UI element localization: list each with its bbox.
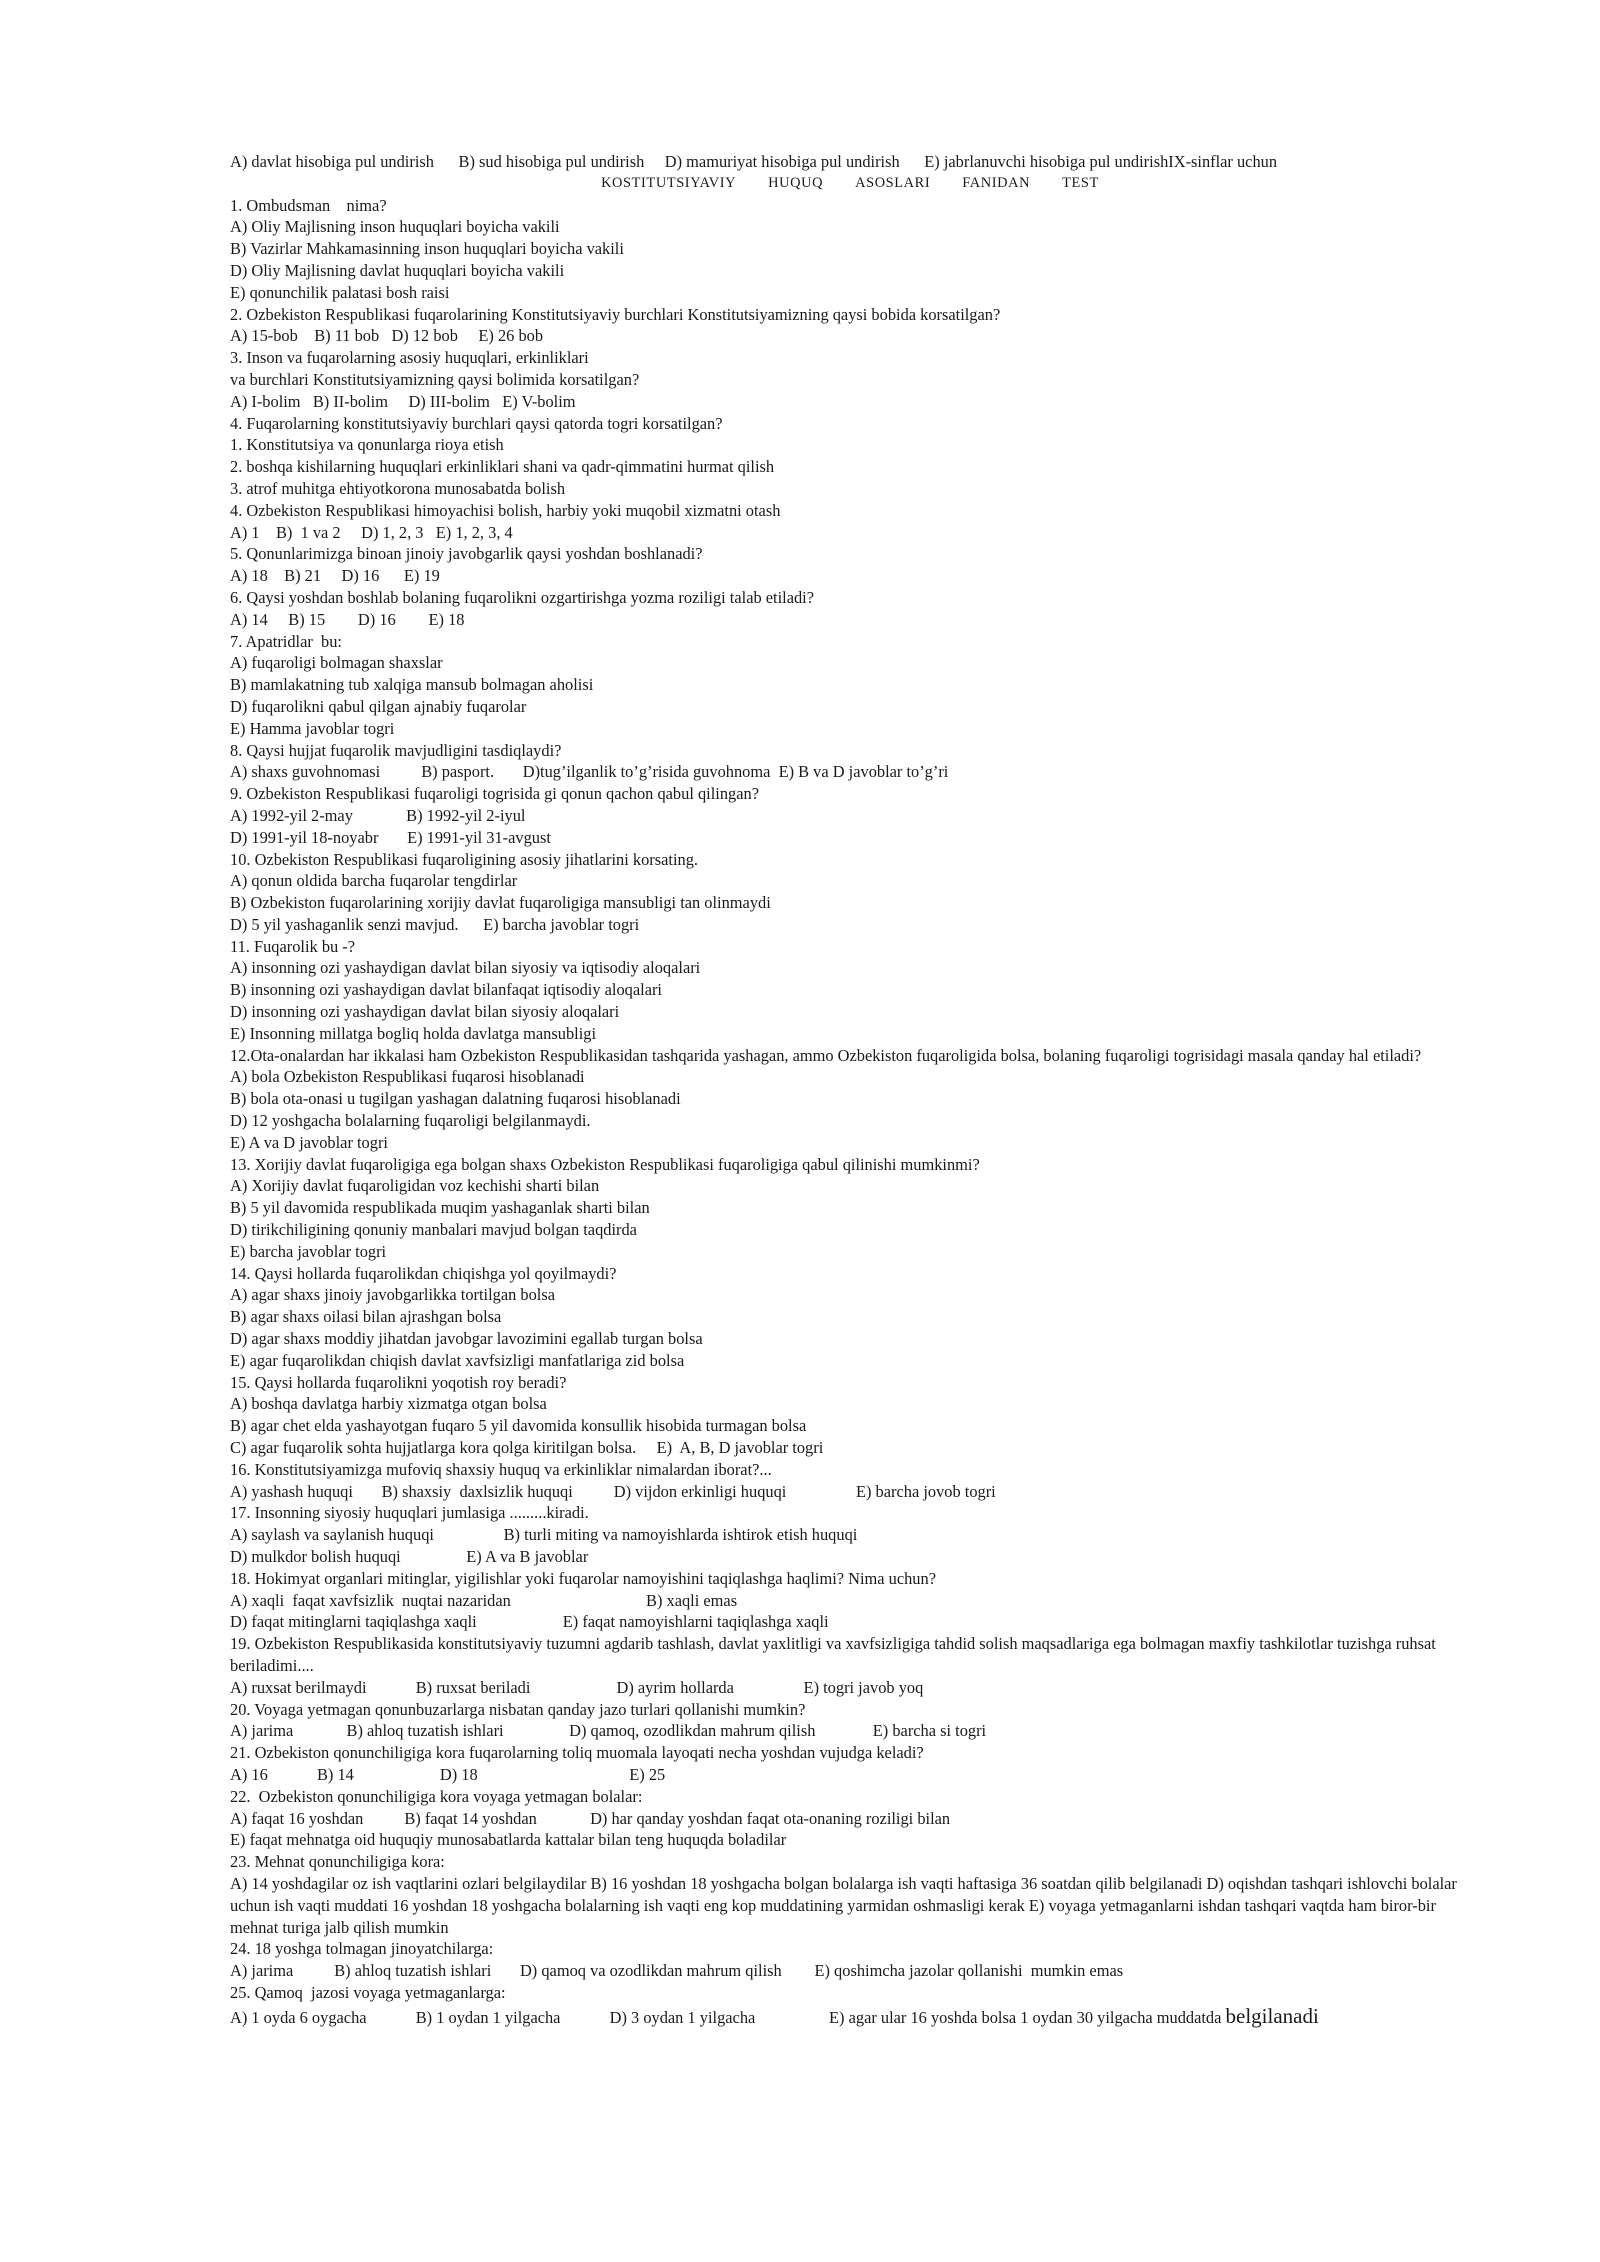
answer-line: B) agar chet elda yashayotgan fuqaro 5 yil davomida konsullik hisobida turmagan bolsa bbox=[230, 1416, 807, 1436]
answer-line: D) tirikchiligining qonuniy manbalari mavjud bolgan taqdirda bbox=[230, 1220, 637, 1240]
title-word: FANIDAN bbox=[962, 174, 1031, 191]
answer-line: A) insonning ozi yashaydigan davlat bilan siyosiy va iqtisodiy aloqalari bbox=[230, 958, 701, 978]
answer-line: D) 1991-yil 18-noyabr E) 1991-yil 31-avgust bbox=[230, 827, 551, 847]
question-18: 18. Hokimyat organlari mitinglar, yigilishlar yoki fuqarolar namoyishini taqiqlashga haqlimi? Nima uchun? bbox=[230, 1568, 936, 1588]
question-4: 4. Fuqarolarning konstitutsiyaviy burchlari qaysi qatorda togri korsatilgan? bbox=[230, 413, 723, 433]
question-25: 25. Qamoq jazosi voyaga yetmaganlarga: bbox=[230, 1982, 506, 2002]
answer-line: A) qonun oldida barcha fuqarolar tengdirlar bbox=[230, 871, 518, 891]
answer-line: D) faqat mitinglarni taqiqlashga xaqli E) faqat namoyishlarni taqiqlashga xaqli bbox=[230, 1612, 829, 1632]
answer-line: A) 15-bob B) 11 bob D) 12 bob E) 26 bob bbox=[230, 326, 544, 346]
answer-line: E) Insonning millatga bogliq holda davlatga mansubligi bbox=[230, 1023, 596, 1043]
answer-line: D) 12 yoshgacha bolalarning fuqaroligi belgilanmaydi. bbox=[230, 1111, 591, 1131]
answer-line: A) Xorijiy davlat fuqaroligidan voz kechishi sharti bilan bbox=[230, 1176, 600, 1196]
answer-line: E) Hamma javoblar togri bbox=[230, 718, 395, 738]
answer-options: A) 1 oyda 6 oygacha B) 1 oydan 1 yilgacha D) 3 oydan 1 yilgacha E) agar ular 16 yoshda bolsa 1 oydan 30 yilgacha muddatda bbox=[230, 2007, 1226, 2027]
text-line: A) davlat hisobiga pul undirish B) sud hisobiga pul undirish D) mamuriyat hisobiga pul undirish E) jabrlanuvchi hisobiga pul undirishIX-sinflar uchun bbox=[230, 152, 1278, 171]
answer-line: E) A va D javoblar togri bbox=[230, 1132, 388, 1152]
answer-line: A) 18 B) 21 D) 16 E) 19 bbox=[230, 566, 440, 586]
answer-line: A) jarima B) ahloq tuzatish ishlari D) qamoq, ozodlikdan mahrum qilish E) barcha si togri bbox=[230, 1721, 987, 1741]
document-title bbox=[230, 173, 1470, 195]
answer-line: E) faqat mehnatga oid huquqiy munosabatlarda kattalar bilan teng huquqda boladilar bbox=[230, 1830, 787, 1850]
question-10: 10. Ozbekiston Respublikasi fuqaroligining asosiy jihatlarini korsating. bbox=[230, 849, 698, 869]
enlarged-word: belgilanadi bbox=[1225, 2003, 1319, 2028]
question-23: 23. Mehnat qonunchiligiga kora: bbox=[230, 1852, 445, 1872]
answer-line: C) agar fuqarolik sohta hujjatlarga kora qolga kiritilgan bolsa. E) A, B, D javoblar togri bbox=[230, 1438, 824, 1458]
answer-line: A) faqat 16 yoshdan B) faqat 14 yoshdan D) har qanday yoshdan faqat ota-onaning roziligi bilan bbox=[230, 1808, 951, 1828]
question-3: 3. Inson va fuqarolarning asosiy huquqlari, erkinliklari bbox=[230, 348, 589, 368]
question-5: 5. Qonunlarimizga binoan jinoiy javobgarlik qaysi yoshdan boshlanadi? bbox=[230, 544, 703, 564]
list-item: 3. atrof muhitga ehtiyotkorona munosabatda bolish bbox=[230, 478, 566, 498]
list-item: 1. Konstitutsiya va qonunlarga rioya etish bbox=[230, 435, 504, 455]
answer-line: A) I-bolim B) II-bolim D) III-bolim E) V-bolim bbox=[230, 391, 576, 411]
answer-line: A) agar shaxs jinoiy javobgarlikka tortilgan bolsa bbox=[230, 1285, 556, 1305]
answer-line: A) 14 B) 15 D) 16 E) 18 bbox=[230, 609, 465, 629]
list-item: 2. boshqa kishilarning huquqlari erkinliklari shani va qadr-qimmatini hurmat qilish bbox=[230, 457, 775, 477]
question-24: 24. 18 yoshga tolmagan jinoyatchilarga: bbox=[230, 1939, 494, 1959]
answer-line: A) saylash va saylanish huquqi B) turli miting va namoyishlarda ishtirok etish huquqi bbox=[230, 1525, 858, 1545]
answer-block: A) 14 yoshdagilar oz ish vaqtlarini ozlari belgilaydilar B) 16 yoshdan 18 yoshgacha bolgan bolalarga ish vaqti haftasiga 36 soatdan qilib belgilanadi D) oqishdan tashqari ishlovchi bolalar uchun ish vaqti muddati 16 yoshdan 18 yoshgacha bolalarning ish vaqti eng kop muddatining yarmidan oshmasligi kerak E) voyaga yetmaganlarni ishdan tashqari vaqtda ham biror-bir mehnat turiga jalb qilish mumkin bbox=[230, 1873, 1457, 1937]
answer-line: B) mamlakatning tub xalqiga mansub bolmagan aholisi bbox=[230, 675, 594, 695]
question-13: 13. Xorijiy davlat fuqaroligiga ega bolgan shaxs Ozbekiston Respublikasi fuqaroligiga qabul qilinishi mumkinmi? bbox=[230, 1154, 980, 1174]
question-3-continued: va burchlari Konstitutsiyamizning qaysi bolimida korsatilgan? bbox=[230, 369, 640, 389]
answer-line: B) insonning ozi yashaydigan davlat bilanfaqat iqtisodiy aloqalari bbox=[230, 980, 662, 1000]
question-21: 21. Ozbekiston qonunchiligiga kora fuqarolarning toliq muomala layoqati necha yoshdan vujudga keladi? bbox=[230, 1743, 924, 1763]
answer-line: A) 16 B) 14 D) 18 E) 25 bbox=[230, 1764, 666, 1784]
answer-line: E) barcha javoblar togri bbox=[230, 1241, 387, 1261]
question-1: 1. Ombudsman nima? bbox=[230, 195, 387, 215]
answer-line: B) agar shaxs oilasi bilan ajrashgan bolsa bbox=[230, 1307, 502, 1327]
question-22: 22. Ozbekiston qonunchiligiga kora voyaga yetmagan bolalar: bbox=[230, 1786, 643, 1806]
question-14: 14. Qaysi hollarda fuqarolikdan chiqishga yol qoyilmaydi? bbox=[230, 1263, 617, 1283]
title-word: TEST bbox=[1062, 174, 1099, 191]
answer-line: A) Oliy Majlisning inson huquqlari boyicha vakili bbox=[230, 217, 560, 237]
answer-line: A) boshqa davlatga harbiy xizmatga otgan bolsa bbox=[230, 1394, 547, 1414]
answer-line: E) agar fuqarolikdan chiqish davlat xavfsizligi manfatlariga zid bolsa bbox=[230, 1350, 685, 1370]
question-7: 7. Apatridlar bu: bbox=[230, 631, 342, 651]
list-item: 4. Ozbekiston Respublikasi himoyachisi bolish, harbiy yoki muqobil xizmatni otash bbox=[230, 500, 781, 520]
title-word: HUQUQ bbox=[768, 174, 824, 191]
question-6: 6. Qaysi yoshdan boshlab bolaning fuqarolikni ozgartirishga yozma roziligi talab etiladi? bbox=[230, 587, 814, 607]
answer-line: D) Oliy Majlisning davlat huquqlari boyicha vakili bbox=[230, 260, 565, 280]
answer-line: A) bola Ozbekiston Respublikasi fuqarosi hisoblanadi bbox=[230, 1067, 585, 1087]
answer-line: B) 5 yil davomida respublikada muqim yashaganlak sharti bilan bbox=[230, 1198, 650, 1218]
title-word: KOSTITUTSIYAVIY bbox=[601, 174, 737, 191]
question-8: 8. Qaysi hujjat fuqarolik mavjudligini tasdiqlaydi? bbox=[230, 740, 562, 760]
answer-line: D) agar shaxs moddiy jihatdan javobgar lavozimini egallab turgan bolsa bbox=[230, 1329, 703, 1349]
question-9: 9. Ozbekiston Respublikasi fuqaroligi togrisida gi qonun qachon qabul qilingan? bbox=[230, 784, 759, 804]
title-word: ASOSLARI bbox=[855, 174, 931, 191]
answer-line: A) 1992-yil 2-may B) 1992-yil 2-iyul bbox=[230, 805, 526, 825]
answer-line: D) 5 yil yashaganlik senzi mavjud. E) barcha javoblar togri bbox=[230, 914, 640, 934]
question-11: 11. Fuqarolik bu -? bbox=[230, 936, 356, 956]
answer-line: A) fuqaroligi bolmagan shaxslar bbox=[230, 653, 443, 673]
question-16: 16. Konstitutsiyamizga mufoviq shaxsiy huquq va erkinliklar nimalardan iborat?... bbox=[230, 1459, 772, 1479]
question-15: 15. Qaysi hollarda fuqarolikni yoqotish roy beradi? bbox=[230, 1372, 567, 1392]
answer-line: A) 1 B) 1 va 2 D) 1, 2, 3 E) 1, 2, 3, 4 bbox=[230, 522, 513, 542]
answer-line-last bbox=[230, 2003, 1470, 2029]
answer-line: B) Ozbekiston fuqarolarining xorijiy davlat fuqaroligiga mansubligi tan olinmaydi bbox=[230, 893, 771, 913]
answer-line: B) bola ota-onasi u tugilgan yashagan dalatning fuqarosi hisoblanadi bbox=[230, 1089, 681, 1109]
answer-line: D) fuqarolikni qabul qilgan ajnabiy fuqarolar bbox=[230, 696, 527, 716]
answer-line: A) jarima B) ahloq tuzatish ishlari D) qamoq va ozodlikdan mahrum qilish E) qoshimcha jazolar qollanishi mumkin emas bbox=[230, 1961, 1124, 1981]
question-20: 20. Voyaga yetmagan qonunbuzarlarga nisbatan qanday jazo turlari qollanishi mumkin? bbox=[230, 1699, 806, 1719]
question-2: 2. Ozbekiston Respublikasi fuqarolarining Konstitutsiyaviy burchlari Konstitutsiyamizning qaysi bobida korsatilgan? bbox=[230, 304, 1001, 324]
answer-line: D) mulkdor bolish huquqi E) A va B javoblar bbox=[230, 1547, 589, 1566]
answer-line: D) insonning ozi yashaydigan davlat bilan siyosiy aloqalari bbox=[230, 1002, 620, 1022]
question-12: 12.Ota-onalardan har ikkalasi ham Ozbekiston Respublikasidan tashqarida yashagan, ammo Ozbekiston fuqaroligida bolsa, bolaning fuqaroligi togrisidagi masala qanday hal etiladi? bbox=[230, 1045, 1422, 1065]
answer-line: A) xaqli faqat xavfsizlik nuqtai nazaridan B) xaqli emas bbox=[230, 1590, 738, 1610]
answer-line: A) ruxsat berilmaydi B) ruxsat beriladi D) ayrim hollarda E) togri javob yoq bbox=[230, 1677, 924, 1697]
answer-line: B) Vazirlar Mahkamasinning inson huquqlari boyicha vakili bbox=[230, 239, 624, 259]
question-17: 17. Insonning siyosiy huquqlari jumlasiga .........kiradi. bbox=[230, 1503, 589, 1523]
answer-line: A) shaxs guvohnomasi B) pasport. D)tug’ilganlik to’g’risida guvohnoma E) B va D javoblar to’g’ri bbox=[230, 762, 949, 782]
question-19: 19. Ozbekiston Respublikasida konstitutsiyaviy tuzumni agdarib tashlash, davlat yaxlitligi va xavfsizligiga tahdid solish maqsadlariga ega bolmagan maxfiy tashkilotlar tuzishga ruhsat beriladimi.... bbox=[230, 1634, 1436, 1675]
answer-line: E) qonunchilik palatasi bosh raisi bbox=[230, 282, 450, 302]
answer-line: A) yashash huquqi B) shaxsiy daxlsizlik huquqi D) vijdon erkinligi huquqi E) barcha jovob togri bbox=[230, 1481, 996, 1501]
document-page bbox=[230, 151, 1470, 2029]
